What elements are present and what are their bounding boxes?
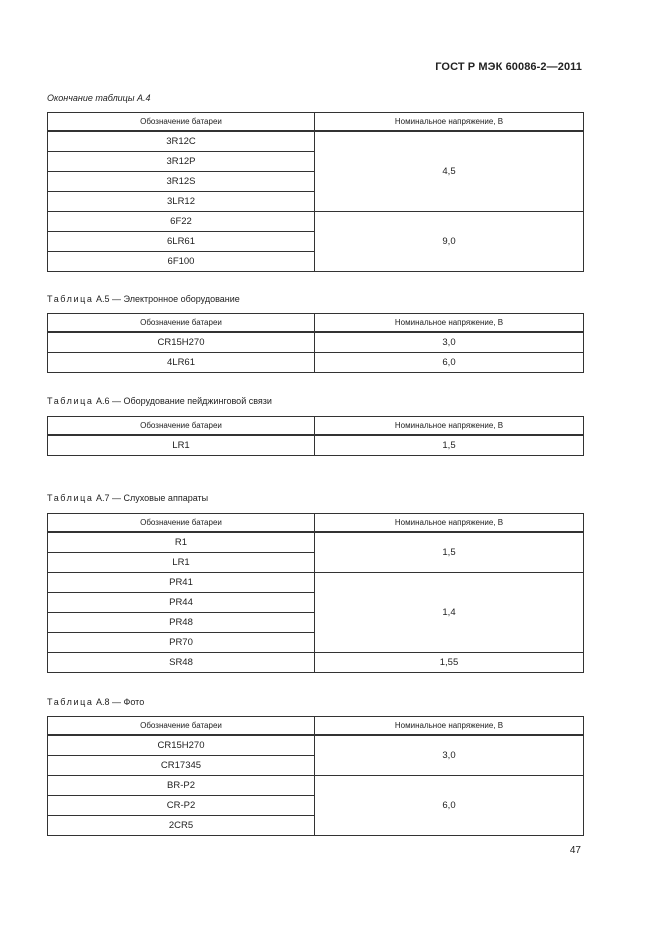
table-header-row [48, 514, 584, 533]
nominal-voltage-cell: 1,4 [315, 573, 584, 653]
nominal-voltage-cell: 9,0 [315, 212, 584, 272]
table-header-row [48, 113, 584, 132]
caption-prefix: Таблица [47, 294, 94, 304]
battery-designation-cell: CR15H270 [48, 735, 315, 756]
nominal-voltage-cell: 1,5 [315, 435, 584, 456]
table-row [48, 332, 584, 353]
caption-text: А.7 — Слуховые аппараты [96, 493, 209, 503]
column-header-voltage: Номинальное напряжение, В [315, 314, 584, 333]
caption-prefix: Таблица [47, 493, 94, 503]
table-row [48, 353, 584, 373]
column-header-voltage: Номинальное напряжение, В [315, 514, 584, 533]
battery-designation-cell: 3R12P [48, 152, 315, 172]
battery-designation-cell: BR-P2 [48, 776, 315, 796]
table-row [48, 735, 584, 756]
table-a5 [47, 313, 584, 373]
table-a6-caption [47, 396, 272, 406]
nominal-voltage-cell: 3,0 [315, 332, 584, 353]
column-header-designation: Обозначение батареи [48, 417, 315, 436]
nominal-voltage-cell: 4,5 [315, 131, 584, 212]
battery-designation-cell: PR70 [48, 633, 315, 653]
table-a4 [47, 112, 584, 272]
table-header-row [48, 314, 584, 333]
caption-text: А.5 — Электронное оборудование [96, 294, 240, 304]
battery-designation-cell: 3R12C [48, 131, 315, 152]
battery-designation-cell: 6F100 [48, 252, 315, 272]
table-header-row [48, 417, 584, 436]
battery-designation-cell: LR1 [48, 435, 315, 456]
battery-designation-cell: 6F22 [48, 212, 315, 232]
table-a8-caption [47, 697, 144, 707]
battery-designation-cell: CR-P2 [48, 796, 315, 816]
table-a7 [47, 513, 584, 673]
battery-designation-cell: LR1 [48, 553, 315, 573]
standard-header: ГОСТ Р МЭК 60086-2—2011 [435, 61, 582, 73]
battery-designation-cell: CR15H270 [48, 332, 315, 353]
battery-designation-cell: 4LR61 [48, 353, 315, 373]
table-header-row [48, 717, 584, 736]
table-row [48, 776, 584, 796]
table-row [48, 131, 584, 152]
battery-designation-cell: R1 [48, 532, 315, 553]
table-row [48, 573, 584, 593]
column-header-designation: Обозначение батареи [48, 514, 315, 533]
nominal-voltage-cell: 1,5 [315, 532, 584, 573]
battery-designation-cell: 3R12S [48, 172, 315, 192]
page-number: 47 [569, 845, 581, 856]
caption-prefix: Таблица [47, 697, 94, 707]
column-header-designation: Обозначение батареи [48, 113, 315, 132]
caption-text: А.6 — Оборудование пейджинговой связи [96, 396, 272, 406]
table-row [48, 435, 584, 456]
table-a5-caption [47, 294, 240, 304]
battery-designation-cell: PR41 [48, 573, 315, 593]
column-header-voltage: Номинальное напряжение, В [315, 113, 584, 132]
nominal-voltage-cell: 1,55 [315, 653, 584, 673]
table-a4-caption: Окончание таблицы А.4 [47, 93, 151, 103]
table-row [48, 212, 584, 232]
table-a8 [47, 716, 584, 836]
table-row [48, 653, 584, 673]
caption-text: А.8 — Фото [96, 697, 145, 707]
table-a6 [47, 416, 584, 456]
nominal-voltage-cell: 6,0 [315, 776, 584, 836]
battery-designation-cell: PR44 [48, 593, 315, 613]
table-row [48, 532, 584, 553]
battery-designation-cell: 6LR61 [48, 232, 315, 252]
nominal-voltage-cell: 6,0 [315, 353, 584, 373]
battery-designation-cell: 2CR5 [48, 816, 315, 836]
battery-designation-cell: PR48 [48, 613, 315, 633]
battery-designation-cell: SR48 [48, 653, 315, 673]
column-header-voltage: Номинальное напряжение, В [315, 717, 584, 736]
column-header-voltage: Номинальное напряжение, В [315, 417, 584, 436]
column-header-designation: Обозначение батареи [48, 717, 315, 736]
caption-prefix: Таблица [47, 396, 94, 406]
table-a7-caption [47, 493, 208, 503]
nominal-voltage-cell: 3,0 [315, 735, 584, 776]
column-header-designation: Обозначение батареи [48, 314, 315, 333]
battery-designation-cell: CR17345 [48, 756, 315, 776]
battery-designation-cell: 3LR12 [48, 192, 315, 212]
